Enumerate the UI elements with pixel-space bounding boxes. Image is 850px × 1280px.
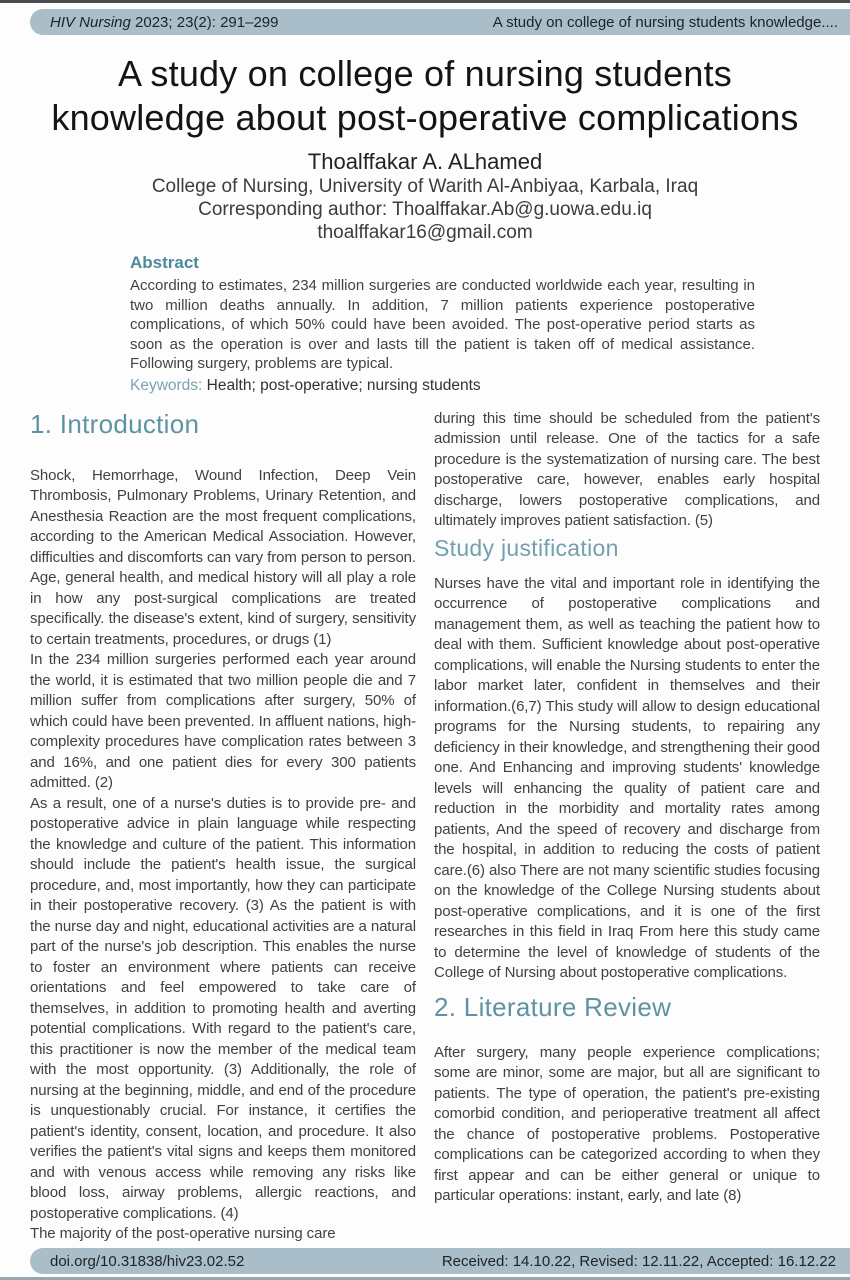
keywords-text: Health; post-operative; nursing students	[202, 376, 481, 394]
study-justification-paragraph: Nurses have the vital and important role in identifying the occurrence of postoperative complications and management them, as well as teaching the patient how to deal with them. Sufficient knowledge about post-operative complications, will enable the Nursing students to enter the labor market later, confident in themselves and their information.(6,7) This study will allow to design educational programs for the Nursing students, to repairing any deficiency in their knowledge, and strengthening their good one. And Enhancing and improving students' knowledge levels will enhancing the quality of patient care and reduction in the morbidity and mortality rates among patients, And the speed of recovery and discharge from the hospital, in addition to reducing the costs of patient care.(6) also There are not many scientific studies focusing on the knowledge of the College Nursing students about post-operative complications, and it is one of the first researches in this field in Iraq From here this study came to determine the level of knowledge of students of the College of Nursing about postoperative complications.	[434, 574, 820, 981]
article-title-line1: A study on college of nursing students	[118, 53, 732, 94]
abstract-section	[130, 253, 755, 395]
introduction-paragraph-3: As a result, one of a nurse's duties is to provide pre- and postoperative advice in plain language while respecting the knowledge and culture of the patient. This information should include the patient's health issue, the surgical procedure, and, most importantly, how they can participate in their postoperative recovery. (3) As the patient is with the nurse day and night, educational activities are a natural part of the nurse's job description. This enables the nurse to foster an environment where patients can receive orientations and feel empowered to take care of themselves, in addition to promoting health and averting potential complications. With regard to the patient's care, this practitioner is now the member of the medical team with the most opportunity. (3) Additionally, the role of nursing at the beginning, middle, and end of the procedure is unquestionably crucial. For instance, it certifies the patient's identity, consent, location, and procedure. It also verifies the patient's vital signs and keeps them monitored and with venous access while removing any risks like blood loss, airway problems, allergic reactions, and postoperative complications. (4)	[30, 794, 416, 1222]
article-title	[30, 52, 820, 140]
scan-top-edge	[0, 0, 850, 3]
author-affiliation: College of Nursing, University of Warith Al-Anbiyaa, Karbala, Iraq	[151, 176, 699, 197]
literature-review-paragraph: After surgery, many people experience complications; some are minor, some are major, but all are significant to patients. The type of operation, the patient's pre-existing comorbid condition, and perioperative treatment all affect the chance of postoperative problems. Postoperative complications can be categorized according to when they first appear and can be either general or unique to particular operations: instant, early, and late (8)	[434, 1043, 820, 1204]
article-title-line2: knowledge about post-operative complications	[51, 97, 799, 138]
left-column	[30, 409, 416, 1251]
keywords-label: Keywords:	[130, 376, 203, 394]
author-email: thoalffakar16@gmail.com	[317, 222, 533, 243]
page-header-bar	[30, 9, 850, 35]
abstract-heading: Abstract	[130, 253, 199, 272]
abstract-text: According to estimates, 234 million surgeries are conducted worldwide each year, resulting in two million deaths annually. In addition, 7 million patients experience postoperative complications, of which 50% could have been avoided. The post-operative period starts as soon as the operation is over and lasts till the patient is taken off of medical assistance. Following surgery, problems are typical.	[130, 277, 755, 372]
section-heading-introduction: 1. Introduction	[30, 408, 200, 439]
introduction-paragraph-4-start: The majority of the post-operative nursing care	[30, 1225, 336, 1242]
introduction-paragraph-4-continued: during this time should be scheduled from the patient's admission until release. One of the tactics for a safe procedure is the systematization of nursing care. The best postoperative care, however, enables early hospital discharge, lowers postoperative complications, and ultimately improves patient satisfaction. (5)	[434, 409, 820, 529]
running-title: A study on college of nursing students knowledge....	[492, 13, 838, 31]
author-name: Thoalffakar A. ALhamed	[307, 149, 543, 174]
journal-name: HIV Nursing	[50, 13, 131, 31]
keywords-line	[130, 377, 755, 395]
introduction-paragraph-2: In the 234 million surgeries performed each year around the world, it is estimated that two million people die and 7 million suffer from complications after surgery, 50% of which could have been prevented. In affluent nations, high-complexity procedures have complication rates between 3 and 16%, and one patient dies for every 300 patients admitted. (2)	[30, 651, 416, 791]
corresponding-author-line: Corresponding author: Thoalffakar.Ab@g.uowa.edu.iq	[198, 199, 652, 220]
submission-dates: Received: 14.10.22, Revised: 12.11.22, Accepted: 16.12.22	[441, 1252, 836, 1270]
journal-citation	[50, 14, 278, 31]
doi-text: doi.org/10.31838/hiv23.02.52	[50, 1252, 245, 1270]
journal-issue-pages: 2023; 23(2): 291–299	[130, 13, 279, 31]
introduction-paragraph-1: Shock, Hemorrhage, Wound Infection, Deep Vein Thrombosis, Pulmonary Problems, Urinary Retention, and Anesthesia Reaction are the most frequent complications, according to the American Medical Association. However, difficulties and discomforts can vary from person to person. Age, general health, and medical history will all play a role in how any post-surgical complications are treated specifically. the disease's extent, kind of surgery, sensitivity to certain treatments, procedures, or drugs (1)	[30, 466, 416, 648]
section-heading-study-justification: Study justification	[434, 534, 619, 561]
right-column	[434, 409, 820, 1251]
page-footer-bar	[30, 1248, 850, 1274]
section-heading-literature-review: 2. Literature Review	[434, 991, 672, 1022]
two-column-body	[30, 409, 820, 1251]
